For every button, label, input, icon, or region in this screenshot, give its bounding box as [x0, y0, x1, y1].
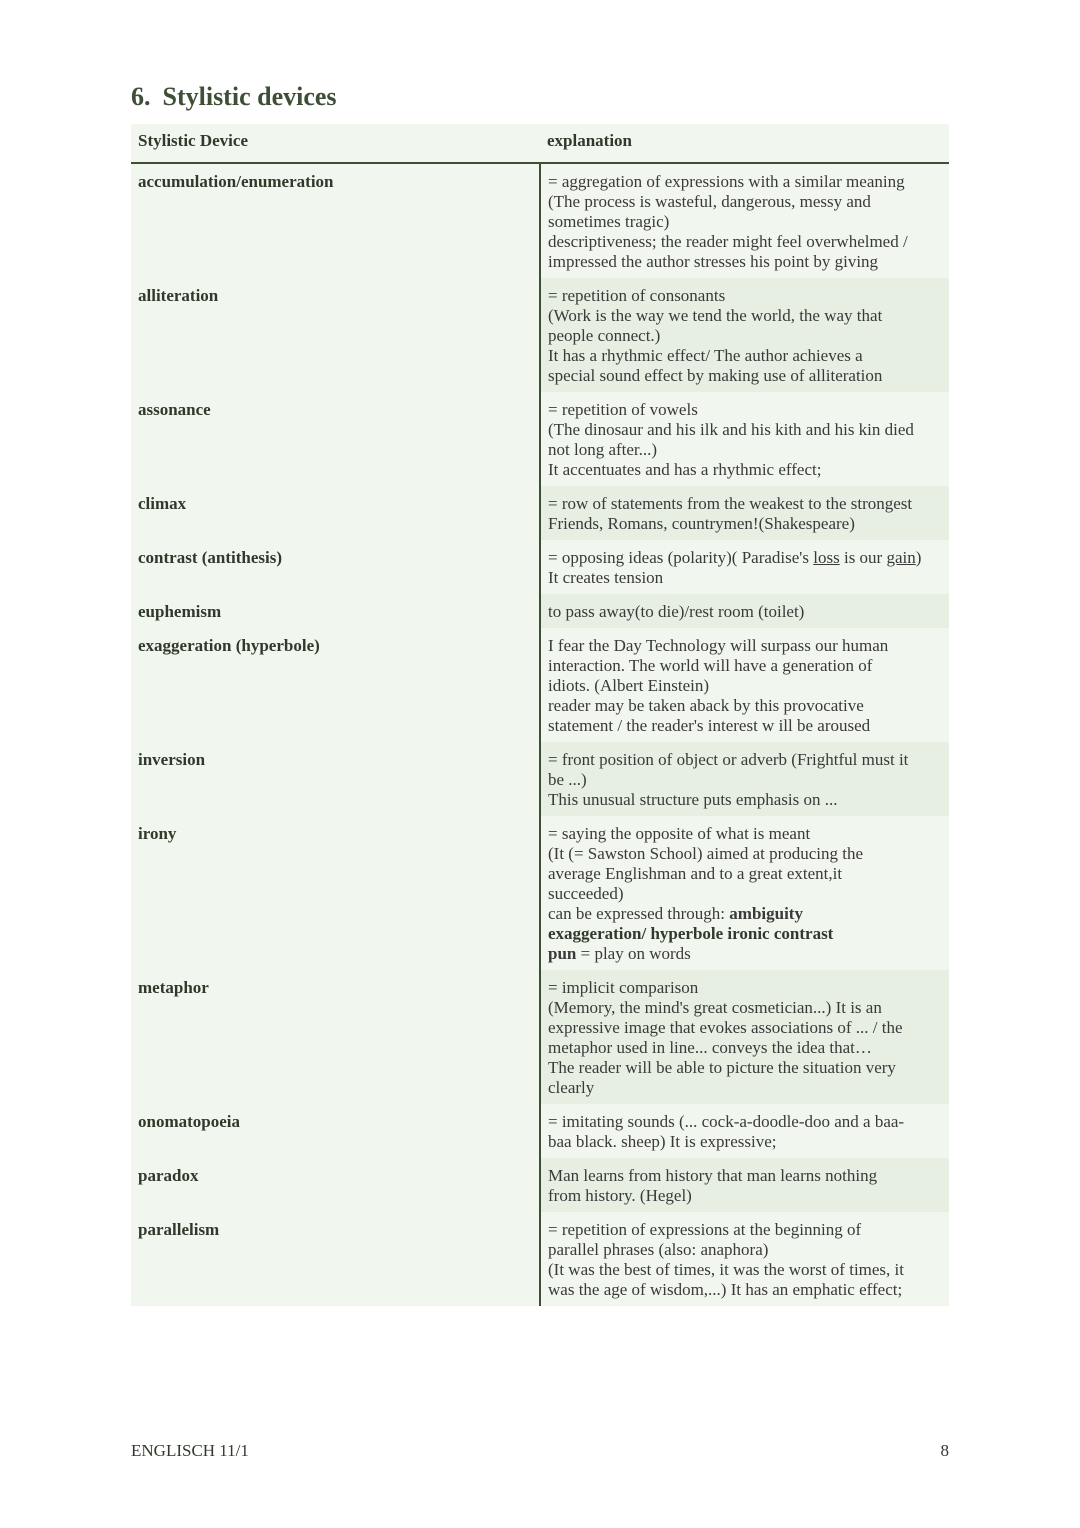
term-cell: irony	[131, 816, 540, 970]
text-segment: = play on words	[576, 944, 691, 963]
table-row	[131, 540, 949, 594]
explanation-line: = saying the opposite of what is meant	[548, 824, 811, 843]
stylistic-devices-table	[131, 124, 949, 1306]
bold-term: ambiguity	[729, 904, 803, 923]
explanation-line: exaggeration/ hyperbole ironic contrast	[548, 924, 834, 943]
explanation-cell	[540, 278, 949, 392]
term-cell: accumulation/enumeration	[131, 163, 540, 278]
explanation-line: Man learns from history that man learns nothing	[548, 1166, 878, 1185]
header-device: Stylistic Device	[131, 124, 540, 163]
underlined-word: loss	[813, 548, 840, 567]
explanation-line: = repetition of vowels	[548, 400, 698, 419]
term-cell: assonance	[131, 392, 540, 486]
table-row	[131, 628, 949, 742]
explanation-line: be ...)	[548, 770, 587, 789]
explanation-line: idiots. (Albert Einstein)	[548, 676, 710, 695]
explanation-line: (It was the best of times, it was the worst of times, it	[548, 1260, 904, 1279]
term-cell: alliteration	[131, 278, 540, 392]
explanation-cell	[540, 1212, 949, 1306]
explanation-line: was the age of wisdom,...) It has an emphatic effect;	[548, 1280, 903, 1299]
explanation-line: sometimes tragic)	[548, 212, 670, 231]
explanation-line: (Memory, the mind's great cosmetician...) It is an	[548, 998, 882, 1017]
explanation-line: people connect.)	[548, 326, 661, 345]
explanation-cell	[540, 540, 949, 594]
section-number: 6.	[131, 82, 151, 111]
table-row	[131, 278, 949, 392]
table-row	[131, 163, 949, 278]
table-body	[131, 163, 949, 1306]
table-row	[131, 1104, 949, 1158]
explanation-line: not long after...)	[548, 440, 658, 459]
text-segment: can be expressed through:	[548, 904, 730, 923]
explanation-line	[548, 904, 942, 924]
term-cell: inversion	[131, 742, 540, 816]
header-explanation: explanation	[540, 124, 949, 163]
explanation-line: = aggregation of expressions with a similar meaning	[548, 172, 905, 191]
explanation-line: statement / the reader's interest w ill be aroused	[548, 716, 871, 735]
term-cell: onomatopoeia	[131, 1104, 540, 1158]
term-cell: exaggeration (hyperbole)	[131, 628, 540, 742]
explanation-cell	[540, 628, 949, 742]
table-row	[131, 1212, 949, 1306]
table-row	[131, 594, 949, 628]
explanation-line: = row of statements from the weakest to the strongest	[548, 494, 913, 513]
explanation-line: interaction. The world will have a generation of	[548, 656, 873, 675]
explanation-line: clearly	[548, 1078, 595, 1097]
table-row	[131, 392, 949, 486]
table-row	[131, 486, 949, 540]
explanation-line: (The process is wasteful, dangerous, messy and	[548, 192, 871, 211]
text-segment: )	[915, 548, 922, 567]
explanation-line: parallel phrases (also: anaphora)	[548, 1240, 769, 1259]
explanation-line: = repetition of expressions at the beginning of	[548, 1220, 862, 1239]
page-number: 8	[940, 1441, 949, 1460]
explanation-line: impressed the author stresses his point by giving	[548, 252, 879, 271]
explanation-line: to pass away(to die)/rest room (toilet)	[548, 602, 805, 621]
bold-term: pun	[548, 944, 577, 963]
term-cell: climax	[131, 486, 540, 540]
explanation-line: = imitating sounds (... cock-a-doodle-doo and a baa-	[548, 1112, 905, 1131]
explanation-line: = implicit comparison	[548, 978, 699, 997]
explanation-line: from history. (Hegel)	[548, 1186, 692, 1205]
explanation-cell	[540, 594, 949, 628]
explanation-cell	[540, 486, 949, 540]
explanation-line: expressive image that evokes associations of ... / the	[548, 1018, 903, 1037]
footer-course-label: ENGLISCH 11/1	[131, 1441, 249, 1460]
explanation-line: (The dinosaur and his ilk and his kith and his kin died	[548, 420, 914, 439]
explanation-line: = front position of object or adverb (Frightful must it	[548, 750, 909, 769]
explanation-line: baa black. sheep) It is expressive;	[548, 1132, 777, 1151]
explanation-cell	[540, 392, 949, 486]
explanation-line: It creates tension	[548, 568, 664, 587]
explanation-line: (Work is the way we tend the world, the way that	[548, 306, 883, 325]
explanation-line: I fear the Day Technology will surpass our human	[548, 636, 889, 655]
term-cell: parallelism	[131, 1212, 540, 1306]
explanation-line	[548, 944, 942, 964]
term-cell: paradox	[131, 1158, 540, 1212]
explanation-cell	[540, 742, 949, 816]
explanation-cell	[540, 1158, 949, 1212]
explanation-cell	[540, 970, 949, 1104]
explanation-line: It has a rhythmic effect/ The author achieves a	[548, 346, 863, 365]
explanation-line: The reader will be able to picture the situation very	[548, 1058, 896, 1077]
underlined-word: gain	[886, 548, 916, 567]
term-cell: euphemism	[131, 594, 540, 628]
explanation-line: Friends, Romans, countrymen!(Shakespeare)	[548, 514, 855, 533]
table-row	[131, 742, 949, 816]
table-row	[131, 1158, 949, 1212]
explanation-cell	[540, 816, 949, 970]
text-segment: is our	[839, 548, 887, 567]
explanation-line: (It (= Sawston School) aimed at producing the	[548, 844, 864, 863]
explanation-cell	[540, 163, 949, 278]
explanation-line: reader may be taken aback by this provocative	[548, 696, 864, 715]
explanation-line: It accentuates and has a rhythmic effect;	[548, 460, 822, 479]
explanation-line: metaphor used in line... conveys the idea that…	[548, 1038, 872, 1057]
explanation-cell	[540, 1104, 949, 1158]
term-cell: metaphor	[131, 970, 540, 1104]
explanation-line: succeeded)	[548, 884, 624, 903]
text-segment: = opposing ideas (polarity)( Paradise's	[548, 548, 814, 567]
table-row	[131, 970, 949, 1104]
explanation-line: special sound effect by making use of alliteration	[548, 366, 883, 385]
table-row	[131, 816, 949, 970]
explanation-line: descriptiveness; the reader might feel overwhelmed /	[548, 232, 908, 251]
explanation-line	[548, 548, 942, 568]
section-heading	[131, 82, 337, 112]
explanation-line: = repetition of consonants	[548, 286, 726, 305]
explanation-line: This unusual structure puts emphasis on ...	[548, 790, 838, 809]
section-title: Stylistic devices	[162, 82, 337, 111]
explanation-line: average Englishman and to a great extent,it	[548, 864, 843, 883]
term-cell: contrast (antithesis)	[131, 540, 540, 594]
table-header-row	[131, 124, 949, 163]
